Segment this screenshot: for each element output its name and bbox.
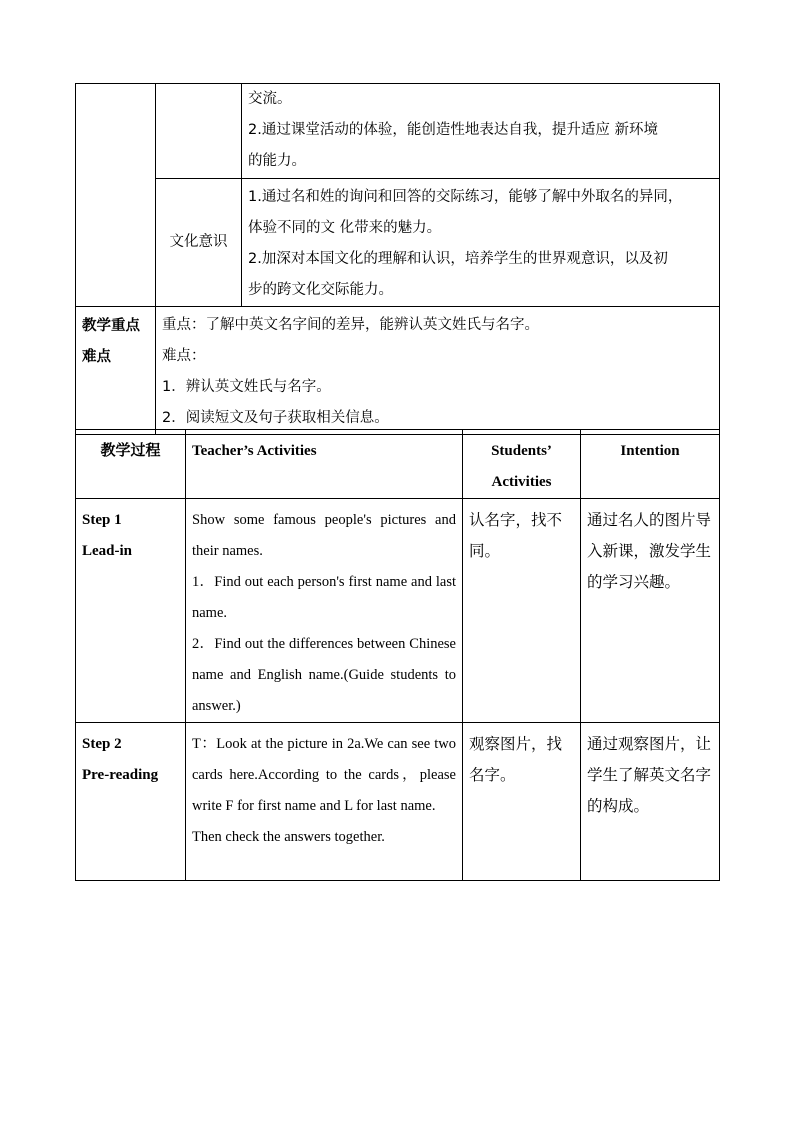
header-intention: Intention xyxy=(581,430,720,499)
teacher-activity: 2．Find out the differences between Chinese name and English name.(Guide students to answer.) xyxy=(192,636,456,714)
header-students-activities xyxy=(463,430,581,499)
header-teacher-activities: Teacher’s Activities xyxy=(186,430,463,499)
step-cell xyxy=(76,723,186,881)
step-cell xyxy=(76,499,186,723)
objective-line: 的能力。 xyxy=(248,153,306,169)
teacher-activity: 1．Find out each person's first name and last name. xyxy=(192,574,456,621)
students-activities-cell: 观察图片，找名字。 xyxy=(463,723,581,881)
focus-content-cell xyxy=(156,307,720,435)
focus-line: 2．阅读短文及句子获取相关信息。 xyxy=(162,410,389,426)
cultural-awareness-line: 2.加深对本国文化的理解和认识，培养学生的世界观意识，以及初 xyxy=(248,251,668,267)
header-process: 教学过程 xyxy=(76,430,186,499)
step-phase: Pre-reading xyxy=(82,767,159,783)
teacher-activity: Then check the answers together. xyxy=(192,829,385,845)
teacher-activity: Show some famous people's pictures and their names. xyxy=(192,512,456,559)
teacher-activities-cell xyxy=(186,499,463,723)
table-row xyxy=(76,499,720,723)
table-row xyxy=(76,723,720,881)
cultural-awareness-line: 1.通过名和姓的询问和回答的交际练习，能够了解中外取名的异同， xyxy=(248,189,683,205)
objectives-category-cell xyxy=(76,84,156,307)
focus-line: 重点：了解中英文名字间的差异，能辨认英文姓氏与名字。 xyxy=(162,317,539,333)
process-table xyxy=(75,429,720,881)
cultural-awareness-label: 文化意识 xyxy=(156,179,242,307)
step-phase: Lead-in xyxy=(82,543,133,559)
focus-line: 1．辨认英文姓氏与名字。 xyxy=(162,379,331,395)
objectives-table xyxy=(75,83,720,435)
focus-label-cell xyxy=(76,307,156,435)
intention-cell: 通过观察图片，让学生了解英文名字的构成。 xyxy=(581,723,720,881)
objective-line: 2.通过课堂活动的体验，能创造性地表达自我，提升适应 新环境 xyxy=(248,122,658,138)
teacher-activity: T：Look at the picture in 2a.We can see two cards here.According to the cards，please write F for first name and L for last name. xyxy=(192,736,456,814)
focus-label-line2: 难点 xyxy=(82,348,111,365)
objective-line: 交流。 xyxy=(248,91,292,107)
header-students-line1: Students’ xyxy=(491,443,552,459)
focus-line: 难点： xyxy=(162,348,206,364)
cultural-awareness-line: 步的跨文化交际能力。 xyxy=(248,282,393,298)
objectives-subcategory-cell xyxy=(156,84,242,179)
students-activities-cell: 认名字，找不同。 xyxy=(463,499,581,723)
teacher-activities-cell xyxy=(186,723,463,881)
cultural-awareness-content xyxy=(242,179,720,307)
focus-label-line1: 教学重点 xyxy=(82,317,140,334)
objectives-continuation-cell xyxy=(242,84,720,179)
cultural-awareness-line: 体验不同的文 化带来的魅力。 xyxy=(248,220,442,236)
intention-cell: 通过名人的图片导入新课，激发学生的学习兴趣。 xyxy=(581,499,720,723)
step-number: Step 2 xyxy=(82,736,122,752)
header-students-line2: Activities xyxy=(491,474,552,490)
step-number: Step 1 xyxy=(82,512,122,528)
